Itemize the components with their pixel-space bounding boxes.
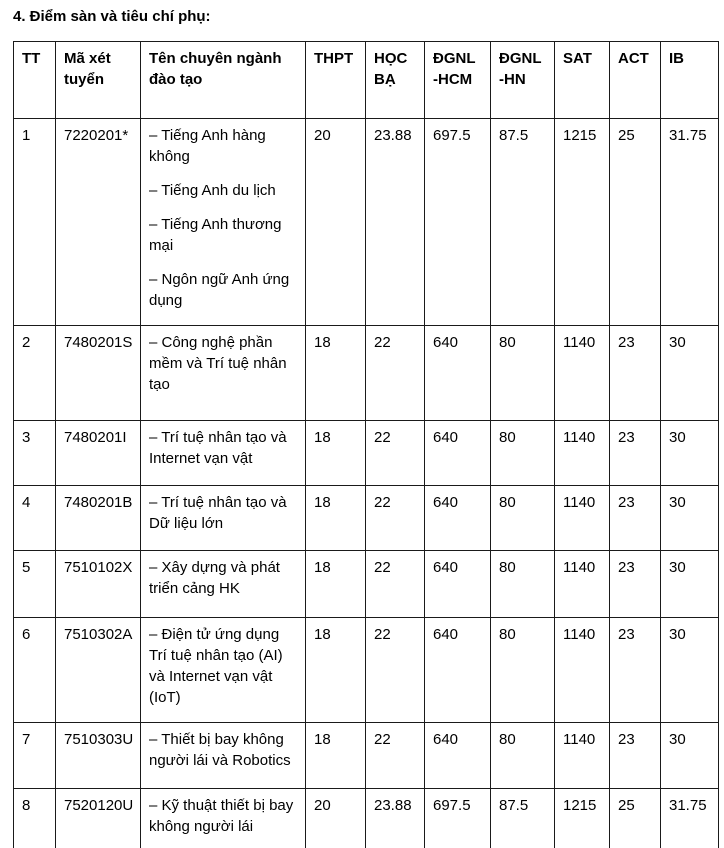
cell-majors	[141, 421, 306, 486]
cell-act: 23	[610, 723, 661, 789]
cell-thpt: 18	[306, 723, 366, 789]
cell-dgnl_hn: 80	[491, 421, 555, 486]
cell-act: 25	[610, 789, 661, 848]
cell-code: 7220201*	[56, 119, 141, 326]
cell-ib: 31.75	[661, 119, 719, 326]
cell-act: 25	[610, 119, 661, 326]
cell-thpt: 18	[306, 421, 366, 486]
major-line: – Tiếng Anh thương mại	[149, 216, 282, 254]
cell-act: 23	[610, 618, 661, 723]
table-row	[14, 551, 719, 618]
page-title: 4. Điểm sàn và tiêu chí phụ:	[13, 8, 211, 25]
cell-dgnl_hcm: 640	[425, 326, 491, 421]
major-line: – Xây dựng và phát triển cảng HK	[149, 559, 280, 597]
cell-ib: 30	[661, 421, 719, 486]
table-header	[14, 42, 719, 119]
major-line: – Công nghệ phần mềm và Trí tuệ nhân tạo	[149, 334, 287, 393]
cell-tt: 3	[14, 421, 56, 486]
cell-dgnl_hn: 80	[491, 486, 555, 551]
cell-sat: 1140	[555, 618, 610, 723]
cell-sat: 1140	[555, 326, 610, 421]
cell-thpt: 18	[306, 551, 366, 618]
col-header-act: ACT	[610, 42, 661, 119]
cell-act: 23	[610, 551, 661, 618]
cell-code: 7510302A	[56, 618, 141, 723]
table-row	[14, 486, 719, 551]
cell-dgnl_hcm: 640	[425, 618, 491, 723]
cell-hocba: 22	[366, 486, 425, 551]
col-header-dgnl_hcm: ĐGNL -HCM	[425, 42, 491, 119]
table-row	[14, 421, 719, 486]
cell-dgnl_hn: 80	[491, 551, 555, 618]
cell-act: 23	[610, 486, 661, 551]
table-row	[14, 789, 719, 848]
cell-dgnl_hn: 80	[491, 326, 555, 421]
cell-majors	[141, 486, 306, 551]
cell-tt: 1	[14, 119, 56, 326]
cell-dgnl_hn: 87.5	[491, 789, 555, 848]
cell-sat: 1215	[555, 119, 610, 326]
cell-hocba: 22	[366, 551, 425, 618]
cell-code: 7480201S	[56, 326, 141, 421]
cell-majors	[141, 618, 306, 723]
major-line: – Điện tử ứng dụng Trí tuệ nhân tạo (AI) và Internet vạn vật (IoT)	[149, 626, 283, 706]
cell-hocba: 22	[366, 326, 425, 421]
col-header-thpt: THPT	[306, 42, 366, 119]
cell-sat: 1140	[555, 486, 610, 551]
col-header-code: Mã xét tuyển	[56, 42, 141, 119]
cell-ib: 30	[661, 723, 719, 789]
major-line: – Thiết bị bay không người lái và Robotics	[149, 731, 291, 769]
major-line: – Tiếng Anh du lịch	[149, 182, 276, 199]
cell-tt: 5	[14, 551, 56, 618]
cell-tt: 6	[14, 618, 56, 723]
col-header-ib: IB	[661, 42, 719, 119]
table-header-row	[14, 42, 719, 119]
cell-hocba: 22	[366, 618, 425, 723]
cell-sat: 1140	[555, 723, 610, 789]
table-row	[14, 723, 719, 789]
cell-ib: 30	[661, 486, 719, 551]
cell-majors	[141, 789, 306, 848]
major-line: – Tiếng Anh hàng không	[149, 127, 266, 165]
cell-tt: 2	[14, 326, 56, 421]
cell-dgnl_hcm: 697.5	[425, 789, 491, 848]
cell-ib: 31.75	[661, 789, 719, 848]
cell-code: 7510102X	[56, 551, 141, 618]
cell-hocba: 23.88	[366, 119, 425, 326]
cell-tt: 7	[14, 723, 56, 789]
cell-tt: 4	[14, 486, 56, 551]
cell-hocba: 23.88	[366, 789, 425, 848]
cell-hocba: 22	[366, 421, 425, 486]
col-header-sat: SAT	[555, 42, 610, 119]
col-header-dgnl_hn: ĐGNL -HN	[491, 42, 555, 119]
cell-ib: 30	[661, 326, 719, 421]
cell-thpt: 18	[306, 326, 366, 421]
cell-act: 23	[610, 326, 661, 421]
cell-thpt: 20	[306, 119, 366, 326]
major-line: – Kỹ thuật thiết bị bay không người lái	[149, 797, 294, 835]
major-line: – Trí tuệ nhân tạo và Dữ liệu lớn	[149, 494, 287, 532]
cell-thpt: 18	[306, 618, 366, 723]
cell-sat: 1140	[555, 421, 610, 486]
cell-dgnl_hn: 80	[491, 618, 555, 723]
cell-dgnl_hn: 87.5	[491, 119, 555, 326]
cell-sat: 1140	[555, 551, 610, 618]
table-row	[14, 326, 719, 421]
cell-majors	[141, 551, 306, 618]
cell-dgnl_hcm: 640	[425, 421, 491, 486]
cell-hocba: 22	[366, 723, 425, 789]
score-table	[13, 41, 719, 848]
cell-code: 7480201B	[56, 486, 141, 551]
col-header-tt: TT	[14, 42, 56, 119]
cell-thpt: 20	[306, 789, 366, 848]
cell-majors	[141, 326, 306, 421]
table-body	[14, 119, 719, 848]
cell-dgnl_hcm: 640	[425, 723, 491, 789]
cell-ib: 30	[661, 551, 719, 618]
cell-majors	[141, 723, 306, 789]
cell-dgnl_hn: 80	[491, 723, 555, 789]
cell-act: 23	[610, 421, 661, 486]
cell-dgnl_hcm: 697.5	[425, 119, 491, 326]
cell-sat: 1215	[555, 789, 610, 848]
cell-ib: 30	[661, 618, 719, 723]
cell-code: 7480201I	[56, 421, 141, 486]
col-header-majors: Tên chuyên ngành đào tạo	[141, 42, 306, 119]
cell-tt: 8	[14, 789, 56, 848]
cell-code: 7520120U	[56, 789, 141, 848]
major-line: – Trí tuệ nhân tạo và Internet vạn vật	[149, 429, 287, 467]
col-header-hocba: HỌC BẠ	[366, 42, 425, 119]
cell-thpt: 18	[306, 486, 366, 551]
cell-dgnl_hcm: 640	[425, 486, 491, 551]
cell-dgnl_hcm: 640	[425, 551, 491, 618]
cell-code: 7510303U	[56, 723, 141, 789]
table-row	[14, 618, 719, 723]
cell-majors	[141, 119, 306, 326]
major-line: – Ngôn ngữ Anh ứng dụng	[149, 271, 290, 309]
table-row	[14, 119, 719, 326]
